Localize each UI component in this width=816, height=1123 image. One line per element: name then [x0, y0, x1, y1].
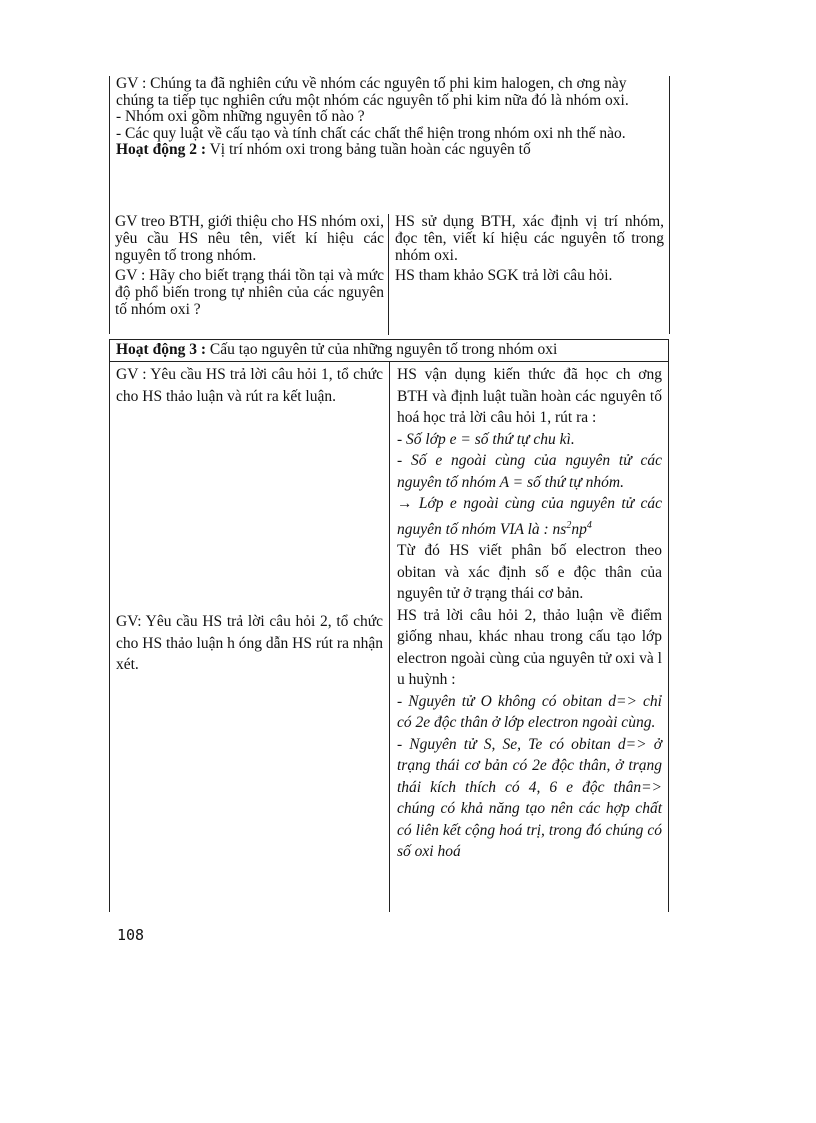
student-column: [390, 364, 668, 863]
activity-3-heading: [110, 340, 668, 360]
teacher-step-2: GV: Yêu cầu HS trả lời câu hỏi 2, tổ chức cho HS thảo luận h óng dẫn HS rút ra nhận xét.: [116, 613, 383, 673]
arrow-icon: →: [397, 495, 413, 512]
superscript-2: 2: [566, 519, 572, 531]
activity-2-title: Vị trí nhóm oxi trong bảng tuần hoàn các nguyên tố: [206, 141, 531, 158]
intro-question-2: - Các quy luật về cấu tạo và tính chất các chất thể hiện trong nhóm oxi nh thế nào.: [116, 124, 626, 142]
teacher-step-2: GV : Hãy cho biết trạng thái tồn tại và mức độ phổ biến trong tự nhiên của các nguyên tố nhóm oxi ?: [115, 267, 384, 318]
intro-question-1: - Nhóm oxi gồm những nguyên tố nào ?: [116, 108, 365, 125]
activity-3-table: [109, 339, 669, 912]
student-text-6: HS trả lời câu hỏi 2, thảo luận về điểm giống nhau, khác nhau trong cấu tạo lớp electron ngoài cùng của nguyên tử oxi và l u huỳnh :: [397, 606, 662, 689]
activity-2-table: [109, 214, 668, 334]
student-step-2: HS tham khảo SGK trả lời câu hỏi.: [395, 267, 613, 285]
student-text-8: - Nguyên tử S, Se, Te có obitan d=> ở trạng thái cơ bản có 2e độc thân, ở trạng thái kích thích có 4, 6 e độc thân=> chúng có khả năng tạo nên các hợp chất có liên kết cộng hoá trị, trong đó chúng có số oxi hoá: [397, 735, 662, 861]
teacher-step-1: GV treo BTH, giới thiệu cho HS nhóm oxi, yêu cầu HS nêu tên, viết kí hiệu các nguyên tố trong nhóm.: [115, 213, 384, 264]
teacher-step-1: GV : Yêu cầu HS trả lời câu hỏi 1, tổ chức cho HS thảo luận và rút ra kết luận.: [116, 366, 383, 405]
config-text: Lớp e ngoài cùng của nguyên tử các nguyên tố nhóm VIA là : ns: [397, 495, 662, 538]
student-step-1: HS sử dụng BTH, xác định vị trí nhóm, đọc tên, viết kí hiệu các nguyên tố trong nhóm oxi.: [395, 213, 664, 264]
superscript-4: 4: [586, 519, 592, 531]
intro-paragraph: GV : Chúng ta đã nghiên cứu về nhóm các nguyên tố phi kim halogen, ch ơng này chúng ta tiếp tục nghiên cứu một nhóm các nguyên tố phi kim nữa đó là nhóm oxi.: [116, 75, 629, 109]
teacher-column: [110, 364, 389, 676]
student-column: [388, 214, 668, 285]
student-text-4: [397, 493, 662, 540]
student-text-3: - Số e ngoài cùng của nguyên tử các nguyên tố nhóm A = số thứ tự nhóm.: [397, 452, 662, 491]
config-np: np: [571, 520, 587, 538]
student-text-7: - Nguyên tử O không có obitan d=> chỉ có 2e độc thân ở lớp electron ngoài cùng.: [397, 692, 662, 732]
student-text-1: HS vận dụng kiến thức đã học ch ơng BTH và định luật tuần hoàn các nguyên tố hoá học trả lời câu hỏi 1, rút ra :: [397, 366, 662, 426]
activity-2-heading: [110, 142, 669, 159]
student-text-5: Từ đó HS viết phân bố electron theo obitan và xác định số e độc thân của nguyên tử ở trạng thái cơ bản.: [397, 542, 662, 603]
page-number: 108: [117, 926, 145, 944]
activity-3-title: Cấu tạo nguyên tử của những nguyên tố trong nhóm oxi: [206, 341, 558, 358]
activity-2-label: Hoạt động 2 :: [116, 141, 206, 158]
student-text-2: - Số lớp e = số thứ tự chu kì.: [397, 430, 575, 448]
teacher-column: [109, 214, 388, 319]
activity-3-label: Hoạt động 3 :: [116, 341, 206, 358]
